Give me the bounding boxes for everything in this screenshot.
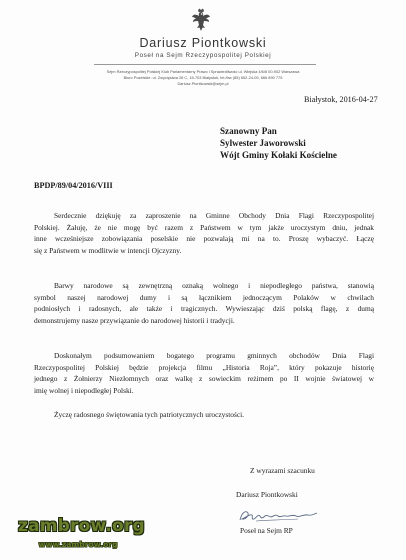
- addressee-salutation: Szanowny Pan: [220, 126, 277, 136]
- addressee-name: Sylwester Jaworowski: [220, 138, 306, 148]
- body-paragraph-4: [34, 409, 374, 421]
- body-paragraph-2: [34, 280, 374, 327]
- body-line: jednego z Żołnierzy Niezłomnych oraz walkę z sowieckim reżimem po II wojnie światowej w: [34, 374, 374, 384]
- body-line: Rzeczypospolitej Polskiej będzie projekcja filmu „Historia Roja”, który pokazuje historię: [34, 362, 374, 372]
- sender-email: Dariusz.Piontkowski@sejm.pl: [177, 81, 229, 86]
- body-line: się z Państwem w modlitwie w intencji Ojczyzny.: [34, 246, 182, 256]
- body-line: symbol naszej narodowej dumy i są łącznikiem jednoczącym Polaków w chwilach: [34, 292, 374, 302]
- body-line: podniosłych i radosnych, ale także i tragicznych. Wywieszając dziś polską flagę, z dumą: [34, 304, 374, 314]
- header-divider: [94, 64, 316, 65]
- sender-role: Poseł na Sejm Rzeczypospolitej Polskiej: [134, 52, 272, 59]
- club-address: Sejm Rzeczypospolitej Polskiej Klub Parlamentarny Prawo i Sprawiedliwość ul. Wiejska 4/6/8 00-902 Warszawa: [106, 69, 300, 74]
- addressee-title: Wójt Gminy Kołaki Kościelne: [220, 150, 337, 160]
- letter-date: Białystok, 2016-04-27: [304, 95, 378, 104]
- body-line: Życzę radosnego świętowania tych patriotycznych uroczystości.: [54, 410, 245, 419]
- body-line: imię wolnej i niepodległej Polski.: [34, 386, 134, 396]
- office-address: Biuro Poselskie: ul. Zwycięstwa 26 C, 15-703 Białystok, tel./fax (85) 652-24-09, 666 890 775: [123, 75, 283, 80]
- watermark-logo-text: zambrow.org: [18, 516, 145, 536]
- body-line: demonstrujemy nasze przywiązanie do narodowej historii i tradycji.: [34, 316, 235, 326]
- body-line: Polskiej. Żałuję, że nie mogę być razem z Państwem w tym jakże uroczystym dniu, jednak: [34, 222, 374, 232]
- watermark-url: www.zambrow.org: [38, 540, 118, 549]
- closing-salutation: Z wyrazami szacunku: [250, 466, 315, 475]
- body-paragraph-3: [34, 350, 374, 397]
- handwritten-signature: [236, 508, 320, 524]
- signatory-title: Poseł na Sejm RP: [240, 526, 293, 535]
- body-line: Doskonałym podsumowaniem bogatego programu gminnych obchodów Dnia Flagi: [54, 351, 374, 360]
- body-paragraph-1: [34, 210, 374, 257]
- sender-name: Dariusz Piontkowski: [139, 36, 267, 50]
- body-line: Serdecznie dziękuję za zaproszenie na Gminne Obchody Dnia Flagi Rzeczypospolitej: [54, 211, 374, 220]
- eagle-emblem-icon: [191, 8, 211, 32]
- body-line: Barwy narodowe są zewnętrzną oznaką wolnego i niepodległego państwa, stanowią: [54, 281, 374, 290]
- signatory-name: Dariusz Piontkowski: [236, 490, 298, 499]
- zambrow-watermark-logo: [18, 516, 145, 556]
- reference-number: BPDP/89/04/2016/VIII: [34, 181, 113, 190]
- body-line: inne wcześniejsze zobowiązania poselskie nie pozwalają mi na to. Proszę wybaczyć. Łączę: [34, 234, 374, 244]
